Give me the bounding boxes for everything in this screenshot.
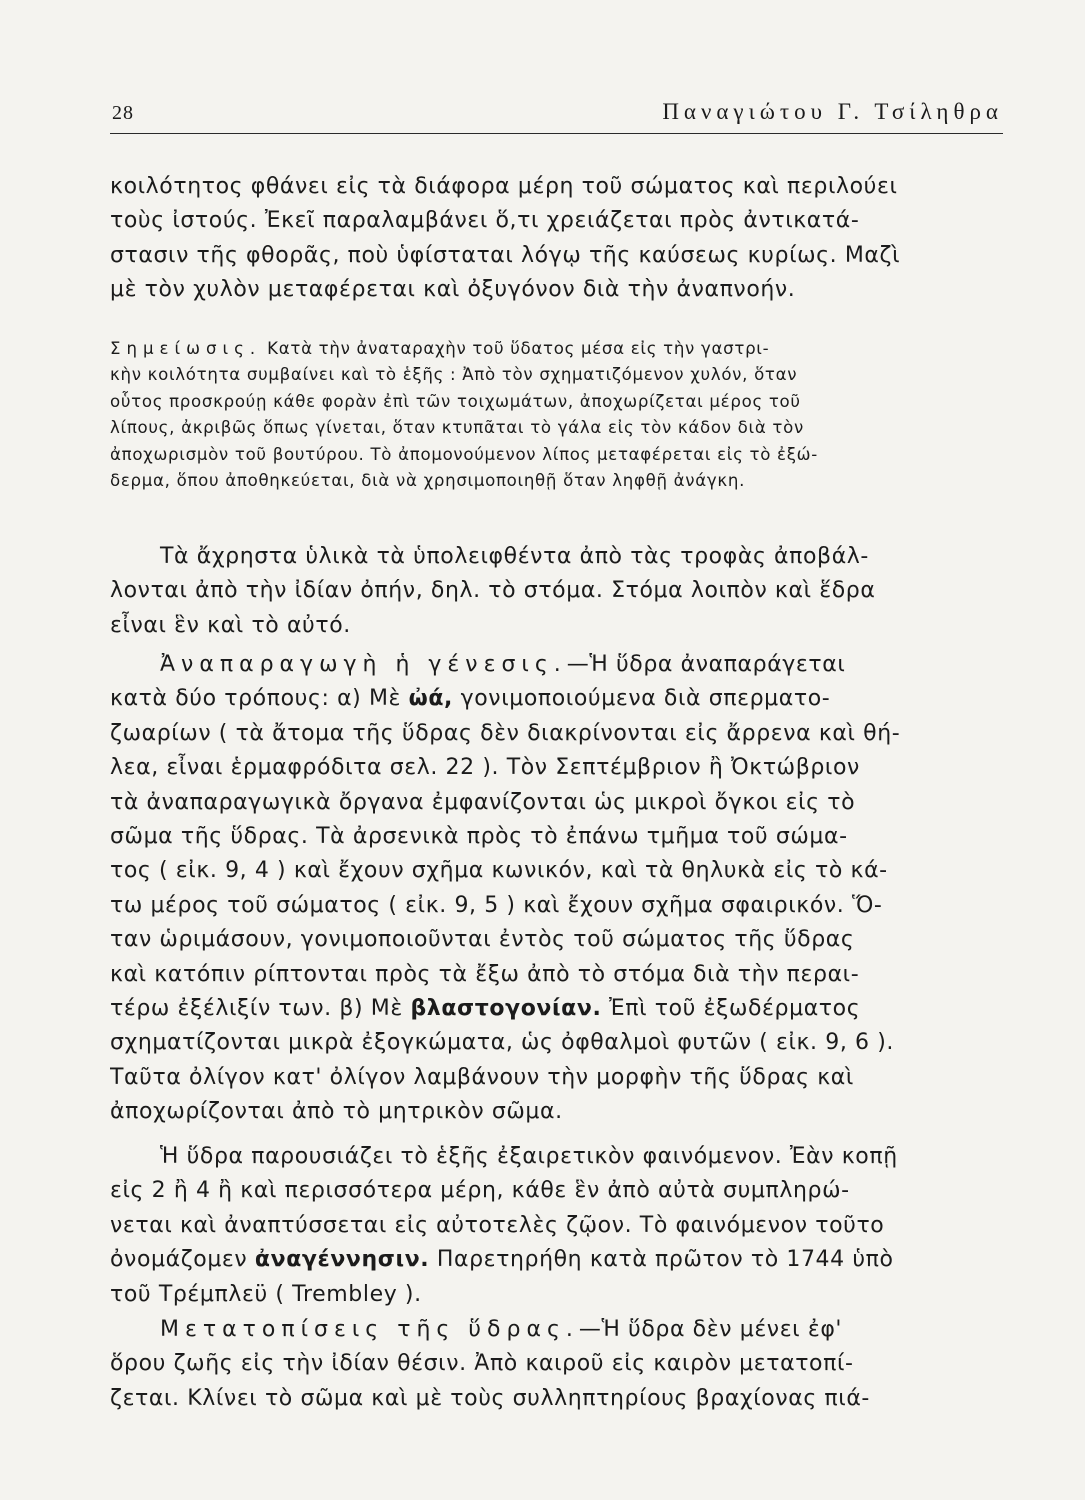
text-line: ζωαρίων ( τὰ ἄτομα τῆς ὕδρας δὲν διακρίνονται εἰς ἄρρενα καὶ θή- bbox=[110, 720, 901, 746]
text-line: ταν ὡριμάσουν, γονιμοποιοῦνται ἐντὸς τοῦ σώματος τῆς ὕδρας bbox=[110, 927, 855, 953]
text-run: —Ἡ ὕδρα δὲν μένει ἐφ' bbox=[578, 1317, 843, 1342]
text-line bbox=[110, 682, 1006, 716]
section-heading: Μετατοπίσεις τῆς ὕδρας. bbox=[160, 1317, 579, 1342]
text-line: δερμα, ὅπου ἀποθηκεύεται, διὰ νὰ χρησιμοποιηθῇ ὅταν ληφθῇ ἀνάγκη. bbox=[110, 471, 746, 491]
note-label: Σημείωσις. bbox=[110, 339, 262, 358]
text-line: νεται καὶ ἀναπτύσσεται εἰς αὐτοτελὲς ζῷον. Τὸ φαινόμενον τοῦτο bbox=[110, 1212, 885, 1238]
text-line: εἶναι ἓν καὶ τὸ αὐτό. bbox=[110, 612, 351, 638]
text-line: Ταῦτα ὀλίγον κατ' ὀλίγον λαμβάνουν τὴν μορφὴν τῆς ὕδρας καὶ bbox=[110, 1064, 854, 1090]
text-line: τοῦ Τρέμπλεϋ ( Trembley ). bbox=[110, 1281, 422, 1307]
text-run: τέρω ἐξέλιξίν των. β) Μὲ bbox=[110, 996, 411, 1022]
text-run: Ἐπὶ τοῦ ἐξωδέρματος bbox=[601, 996, 861, 1022]
bold-term: βλαστογονίαν. bbox=[410, 996, 602, 1022]
text-line: ὅρου ζωῆς εἰς τὴν ἰδίαν θέσιν. Ἀπὸ καιροῦ εἰς καιρὸν μετατοπί- bbox=[110, 1351, 854, 1377]
text-line: Τὰ ἄχρηστα ὑλικὰ τὰ ὑπολειφθέντα ἀπὸ τὰς τροφὰς ἀποβάλ- bbox=[160, 544, 869, 569]
text-line bbox=[110, 1313, 1006, 1347]
text-line: ἀποχωρισμὸν τοῦ βουτύρου. Τὸ ἀπομονούμενον λίπος μεταφέρεται εἰς τὸ ἐξώ- bbox=[110, 444, 818, 464]
text-line: τω μέρος τοῦ σώματος ( εἰκ. 9, 5 ) καὶ ἔχουν σχῆμα σφαιρικόν. Ὅ- bbox=[110, 892, 883, 918]
text-run: κατὰ δύο τρόπους: α) Μὲ bbox=[110, 686, 409, 712]
text-run: —Ἡ ὕδρα ἀναπαράγεται bbox=[566, 652, 846, 677]
text-line: λονται ἀπὸ τὴν ἰδίαν ὀπήν, δηλ. τὸ στόμα. Στόμα λοιπὸν καὶ ἕδρα bbox=[110, 578, 876, 604]
running-head: Παναγιώτου Γ. Τσίληθρα bbox=[662, 99, 1003, 124]
section-movement bbox=[110, 1313, 1006, 1416]
bold-term: ἀναγέννησιν. bbox=[254, 1247, 430, 1273]
text-line: Ἡ ὕδρα παρουσιάζει τὸ ἑξῆς ἐξαιρετικὸν φαινόμενον. Ἐὰν κοπῇ bbox=[160, 1144, 898, 1169]
text-line: κὴν κοιλότητα συμβαίνει καὶ τὸ ἑξῆς : Ἀπὸ τὸν σχηματιζόμενον χυλόν, ὅταν bbox=[110, 365, 798, 385]
text-line: στασιν τῆς φθορᾶς, ποὺ ὑφίσταται λόγῳ τῆς καύσεως κυρίως. Μαζὶ bbox=[110, 242, 901, 268]
text-line: σχηματίζονται μικρὰ ἐξογκώματα, ὡς ὀφθαλμοὶ φυτῶν ( εἰκ. 9, 6 ). bbox=[110, 1030, 894, 1056]
text-line: ἀποχωρίζονται ἀπὸ τὸ μητρικὸν σῶμα. bbox=[110, 1099, 563, 1125]
bold-term: ὠά, bbox=[408, 686, 454, 712]
paragraph-regeneration bbox=[110, 1140, 1006, 1312]
text-line: οὗτος προσκρούῃ κάθε φορὰν ἐπὶ τῶν τοιχωμάτων, ἀποχωρίζεται μέρος τοῦ bbox=[110, 391, 801, 411]
text-line: καὶ κατόπιν ρίπτονται πρὸς τὰ ἔξω ἀπὸ τὸ στόμα διὰ τὴν περαι- bbox=[110, 961, 860, 987]
text-run: γονιμοποιούμενα διὰ σπερματο- bbox=[453, 686, 831, 712]
text-line: μὲ τὸν χυλὸν μεταφέρεται καὶ ὀξυγόνον διὰ τὴν ἀναπνοήν. bbox=[110, 277, 796, 303]
text-run: ὀνομάζομεν bbox=[110, 1247, 255, 1273]
note-text: Κατὰ τὴν ἀναταραχὴν τοῦ ὕδατος μέσα εἰς τὴν γαστρι- bbox=[261, 339, 770, 358]
text-line bbox=[110, 336, 1006, 362]
text-line: σῶμα τῆς ὕδρας. Τὰ ἀρσενικὰ πρὸς τὸ ἐπάνω τμῆμα τοῦ σώμα- bbox=[110, 824, 848, 850]
text-line bbox=[110, 1243, 1006, 1277]
section-reproduction bbox=[110, 648, 1006, 1130]
text-line: λεα, εἶναι ἑρμαφρόδιτα σελ. 22 ). Τὸν Σεπτέμβριον ἢ Ὀκτώβριον bbox=[110, 755, 860, 781]
text-run: Παρετηρήθη κατὰ πρῶτον τὸ 1744 ὑπὸ bbox=[429, 1247, 894, 1273]
text-line: κοιλότητος φθάνει εἰς τὰ διάφορα μέρη τοῦ σώματος καὶ περιλούει bbox=[110, 174, 898, 199]
text-line: ζεται. Κλίνει τὸ σῶμα καὶ μὲ τοὺς συλληπτηρίους βραχίονας πιά- bbox=[110, 1385, 870, 1411]
text-line: τὰ ἀναπαραγωγικὰ ὄργανα ἐμφανίζονται ὡς μικροὶ ὄγκοι εἰς τὸ bbox=[110, 789, 856, 815]
text-line bbox=[110, 992, 1006, 1026]
text-line: τος ( εἰκ. 9, 4 ) καὶ ἔχουν σχῆμα κωνικόν, καὶ τὰ θηλυκὰ εἰς τὸ κά- bbox=[110, 858, 888, 884]
text-line: εἰς 2 ἢ 4 ἢ καὶ περισσότερα μέρη, κάθε ἓν ἀπὸ αὐτὰ συμπληρώ- bbox=[110, 1178, 850, 1204]
text-line: λίπους, ἀκριβῶς ὅπως γίνεται, ὅταν κτυπᾶται τὸ γάλα εἰς τὸν κάδον διὰ τὸν bbox=[110, 418, 804, 438]
text-line: τοὺς ἰστούς. Ἐκεῖ παραλαμβάνει ὅ,τι χρειάζεται πρὸς ἀντικατά- bbox=[110, 208, 860, 234]
paragraph-circulation bbox=[110, 170, 1006, 308]
paragraph-waste bbox=[110, 540, 1006, 643]
note-paragraph bbox=[110, 336, 1006, 494]
section-heading: Ἀναπαραγωγὴ ἡ γένεσις. bbox=[160, 652, 567, 677]
page-number: 28 bbox=[112, 102, 134, 124]
text-line bbox=[110, 648, 1006, 682]
header-rule bbox=[110, 133, 1003, 134]
